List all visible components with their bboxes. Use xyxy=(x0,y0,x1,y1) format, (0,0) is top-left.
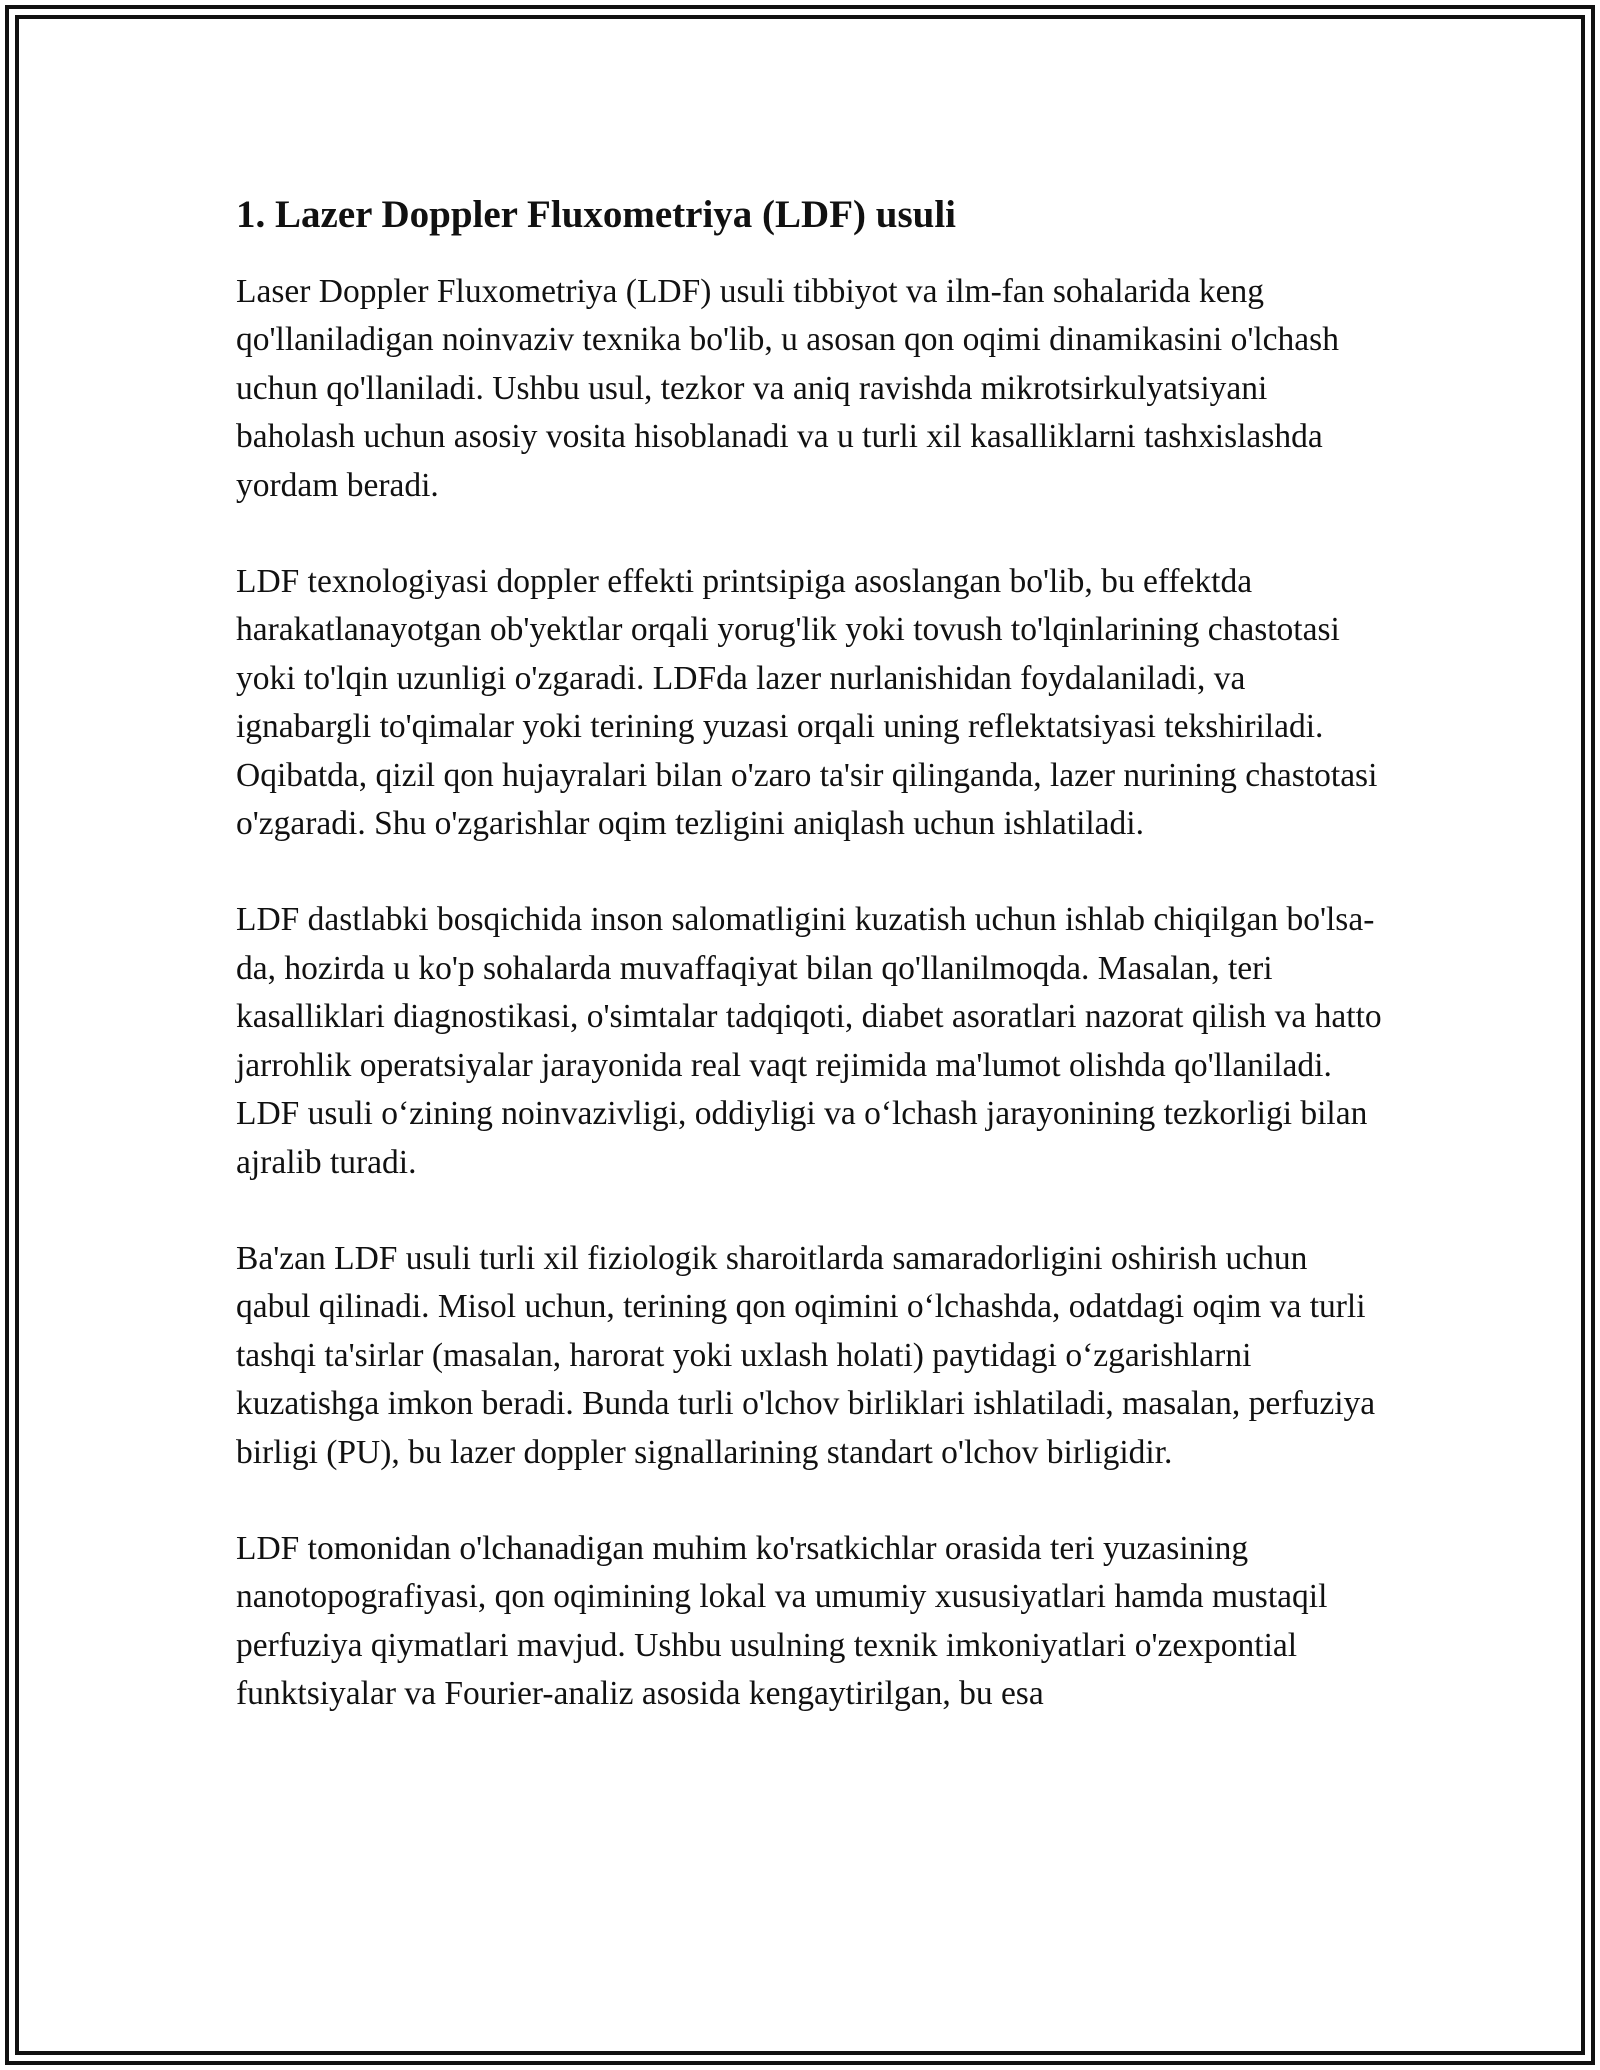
paragraph: LDF texnologiyasi doppler effekti printsipiga asoslangan bo'lib, bu effektda harakatlanayotgan ob'yektlar orqali yorug'lik yoki tovush to'lqinlarining chastotasi yoki to'lqin uzunligi o'zgaradi. LDFda lazer nurlanishidan foydalaniladi, va ignabargli to'qimalar yoki terining yuzasi orqali uning reflektatsiyasi tekshiriladi. Oqibatda, qizil qon hujayralari bilan o'zaro ta'sir qilinganda, lazer nurining chastotasi o'zgaradi. Shu o'zgarishlar oqim tezligini aniqlash uchun ishlatiladi. xyxy=(236,563,1378,843)
paragraph: Ba'zan LDF usuli turli xil fiziologik sharoitlarda samaradorligini oshirish uchun qabul qilinadi. Misol uchun, terining qon oqimini o‘lchashda, odatdagi oqim va turli tashqi ta'sirlar (masalan, harorat yoki uxlash holati) paytidagi o‘zgarishlarni kuzatishga imkon beradi. Bunda turli o'lchov birliklari ishlatiladi, masalan, perfuziya birligi (PU), bu lazer doppler signallarining standart o'lchov birligidir. xyxy=(236,1239,1376,1471)
document-body xyxy=(236,186,1386,1719)
paragraph: Laser Doppler Fluxometriya (LDF) usuli tibbiyot va ilm-fan sohalarida keng qo'llaniladigan noinvaziv texnika bo'lib, u asosan qon oqimi dinamikasini o'lchash uchun qo'llaniladi. Ushbu usul, tezkor va aniq ravishda mikrotsirkulyatsiyani baholash uchun asosiy vosita hisoblanadi va u turli xil kasalliklarni tashxislashda yordam beradi. xyxy=(236,273,1339,504)
section-heading: 1. Lazer Doppler Fluxometriya (LDF) usuli xyxy=(236,193,957,236)
paragraph: LDF tomonidan o'lchanadigan muhim ko'rsatkichlar orasida teri yuzasining nanotopografiyasi, qon oqimining lokal va umumiy xususiyatlari hamda mustaqil perfuziya qiymatlari mavjud. Ushbu usulning texnik imkoniyatlari o'zexpontial funktsiyalar va Fourier-analiz asosida kengaytirilgan, bu esa xyxy=(236,1529,1328,1713)
paragraph: LDF dastlabki bosqichida inson salomatligini kuzatish uchun ishlab chiqilgan bo'lsa-da, hozirda u ko'p sohalarda muvaffaqiyat bilan qo'llanilmoqda. Masalan, teri kasalliklari diagnostikasi, o'simtalar tadqiqoti, diabet asoratlari nazorat qilish va hatto jarrohlik operatsiyalar jarayonida real vaqt rejimida ma'lumot olishda qo'llaniladi. LDF usuli o‘zining noinvazivligi, oddiyligi va o‘lchash jarayonining tezkorligi bilan ajralib turadi. xyxy=(236,901,1382,1181)
